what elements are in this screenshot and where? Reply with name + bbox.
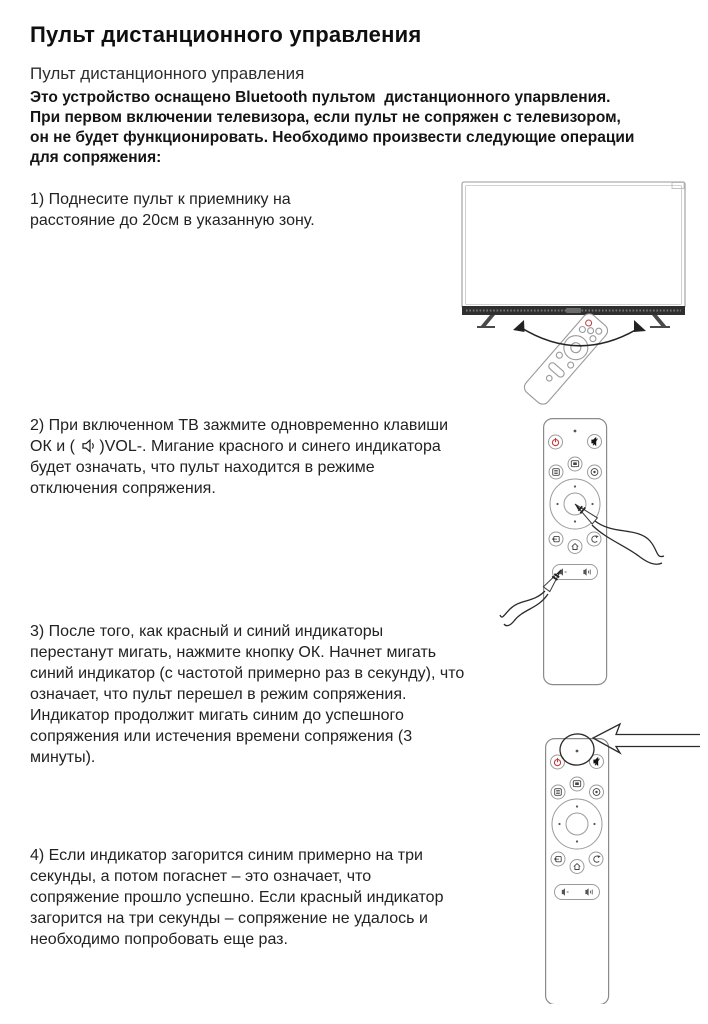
step-3 [30,621,464,768]
tv-logo-badge [566,308,581,313]
speaker-icon [82,439,97,453]
step-2-line: 2) При включенном ТВ зажмите одновременно клавиши [30,417,449,434]
step-4-line: необходимо попробовать еще раз. [30,931,288,948]
step-1-line: 1) Поднесите пульт к приемнику на [30,191,291,208]
tv-remote-illustration [522,311,611,407]
step-4-line: 4) Если индикатор загорится синим примерно на три [30,847,423,864]
tv-foot-left [480,315,495,327]
step-2-text: ОК и ( [30,438,80,455]
section-subtitle: Пульт дистанционного управления [30,64,305,83]
intro-line: Это устройство оснащено Bluetooth пультом дистанционного упарвления. [30,89,611,106]
intro-line: При первом включении телевизора, если пульт не сопряжен с телевизором, [30,109,621,126]
step-3-line: 3) После того, как красный и синий индикаторы [30,623,384,640]
step-3-line: перестанут мигать, нажмите кнопку ОК. Начнет мигать [30,644,437,661]
step-3-line: синий индикатор (с частотой примерно раз в секунду), что [30,665,465,682]
step-1-line: расстояние до 20см в указанную зону. [30,212,315,229]
intro-line: для сопряжения: [30,149,162,166]
remote-step2-illustration [498,413,666,705]
step-2-text: )VOL-. Мигание красного и синего индикатора [99,438,441,455]
step-2-line: отключения сопряжения. [30,480,216,497]
step-4-line: секунды, а потом погаснет – это означает, что [30,868,372,885]
page-title: Пульт дистанционного управления [30,22,422,47]
step-2 [30,415,448,499]
step-4-line: загорится на три секунды – сопряжение не удалось и [30,910,428,927]
tv-pairing-illustration [450,178,708,410]
tv-foot-right [652,315,667,327]
intro-line: он не будет функционировать. Необходимо произвести следующие операции [30,129,635,146]
step-1 [30,189,315,231]
tv-frame [462,182,685,327]
step-3-line: Индикатор продолжит мигать синим до успешного [30,707,404,724]
step-4-line: сопряжение прошло успешно. Если красный индикатор [30,889,444,906]
step-4 [30,845,443,950]
remote-led-illustration [513,716,708,1004]
step-3-line: минуты). [30,749,96,766]
step-3-line: сопряжения или истечения времени сопряжения (3 [30,728,413,745]
step-3-line: означает, что пульт перешел в режим сопряжения. [30,686,407,703]
step-2-line [30,436,448,457]
step-2-line: будет означать, что пульт находится в режиме [30,459,375,476]
intro-paragraph [30,88,634,168]
